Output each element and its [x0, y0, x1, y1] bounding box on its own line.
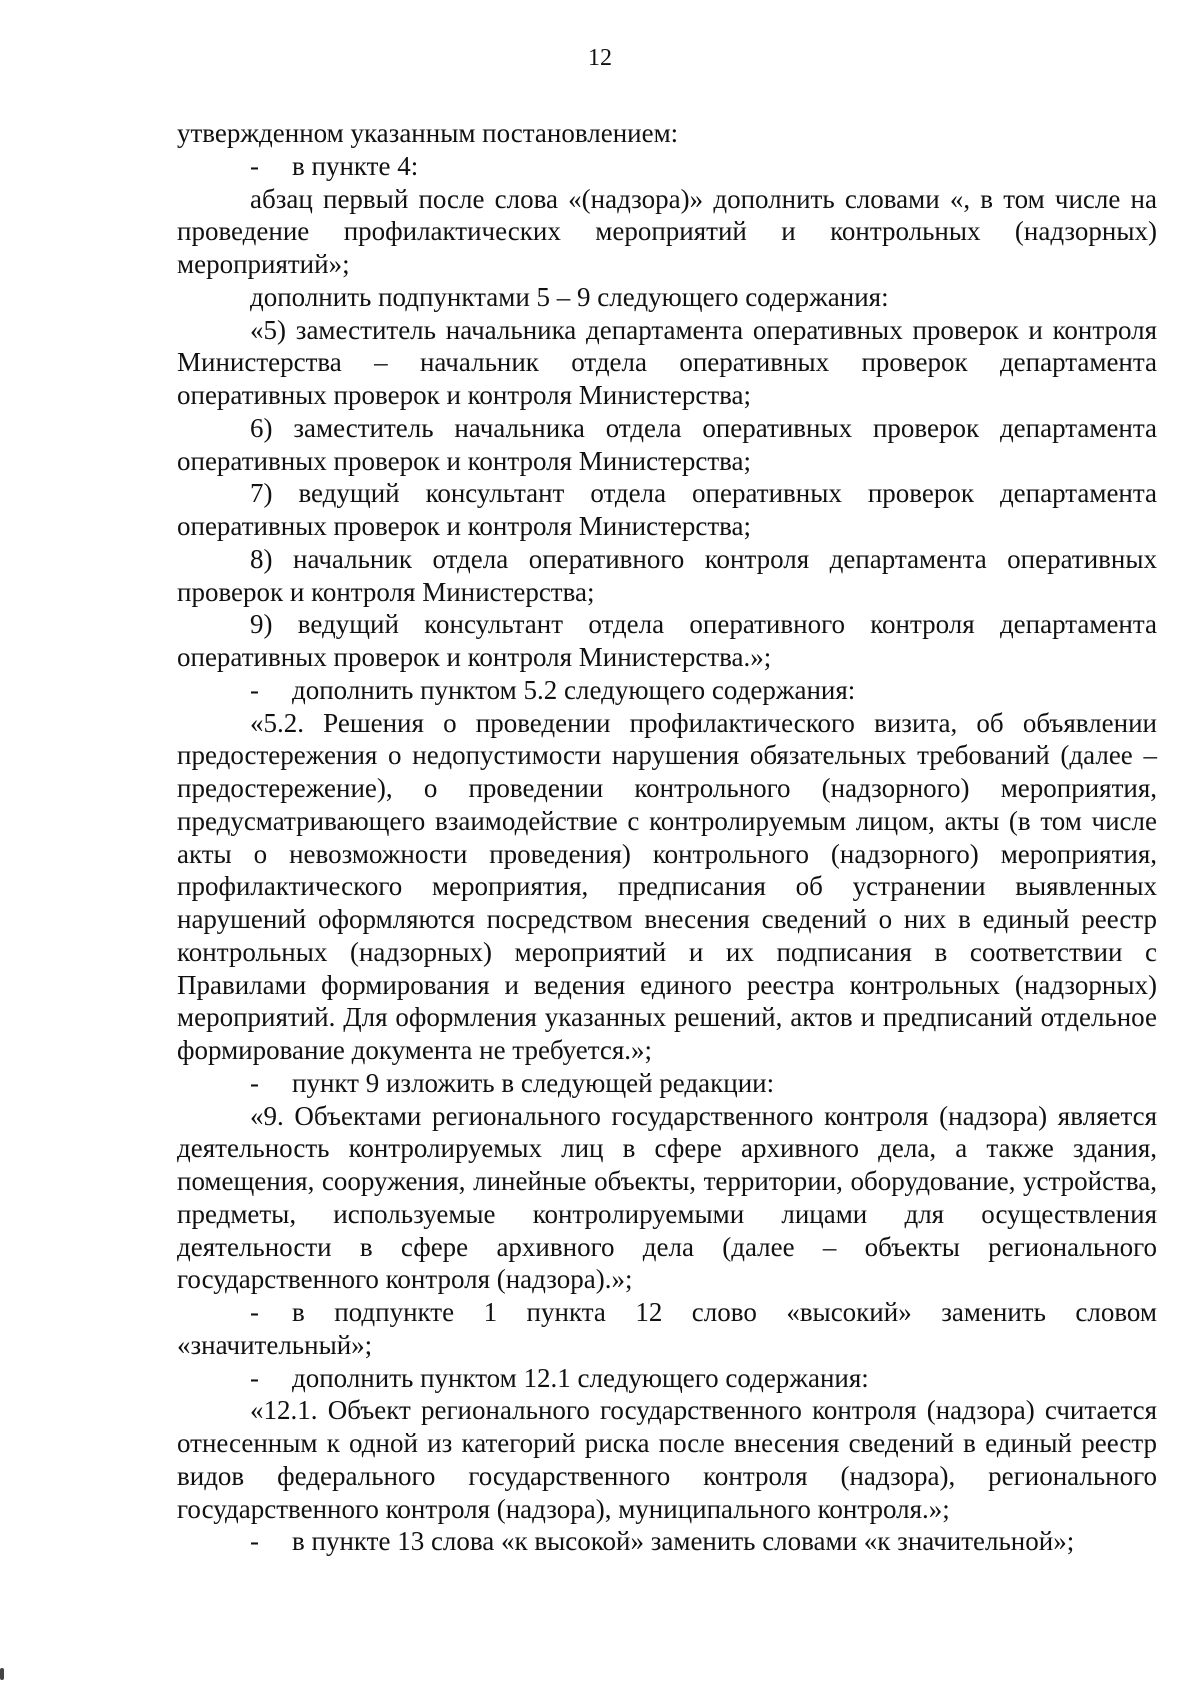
- dash-marker: -: [250, 1362, 259, 1393]
- list-item: [177, 674, 1157, 707]
- paragraph: утвержденном указанным постановлением:: [177, 118, 679, 148]
- paragraph: дополнить подпунктами 5 – 9 следующего содержания:: [250, 281, 889, 312]
- paragraph: 9) ведущий консультант отдела оперативного контроля департамента оперативных проверок и контроля Министерства.»;: [177, 609, 1157, 672]
- paragraph-text: в пункте 13 слова «к высокой» заменить словами «к значительной»;: [292, 1526, 1075, 1557]
- dash-marker: -: [250, 1526, 259, 1557]
- paragraph: 8) начальник отдела оперативного контроля департамента оперативных проверок и контроля Министерства;: [177, 543, 1157, 607]
- paragraph-text: в пункте 4:: [292, 150, 419, 181]
- dash-marker: -: [250, 150, 259, 181]
- list-item: [177, 1067, 1157, 1100]
- paragraph-text: дополнить пунктом 12.1 следующего содержания:: [292, 1362, 869, 1393]
- dash-marker: -: [250, 1297, 259, 1327]
- paragraph: 7) ведущий консультант отдела оперативных проверок департамента оперативных проверок и контроля Министерства;: [177, 478, 1157, 541]
- scan-edge-mark: [0, 1668, 4, 1680]
- list-item: [177, 1525, 1157, 1558]
- dash-marker: -: [250, 1067, 259, 1098]
- list-item: [177, 1362, 1157, 1395]
- list-item: [177, 150, 1157, 183]
- paragraph: 6) заместитель начальника отдела оперативных проверок департамента оперативных проверок и контроля Министерства;: [177, 412, 1157, 476]
- list-item: [177, 1296, 1157, 1362]
- paragraph: «12.1. Объект регионального государственного контроля (надзора) считается отнесенным к одной из категорий риска после внесения сведений в единый реестр видов федерального государственного контроля (надзора), регионального государственного контроля (надзора), муниципального контроля.»;: [177, 1395, 1157, 1524]
- paragraph-text: в подпункте 1 пункта 12 слово «высокий» заменить словом «значительный»;: [177, 1297, 1157, 1360]
- paragraph: «9. Объектами регионального государственного контроля (надзора) является деятельность контролируемых лиц в сфере архивного дела, а также здания, помещения, сооружения, линейные объекты, территории, оборудование, устройства, предметы, используемые контролируемыми лицами для осуществления деятельности в сфере архивного дела (далее – объекты регионального государственного контроля (надзора).»;: [177, 1100, 1157, 1295]
- page-number: 12: [588, 45, 612, 71]
- paragraph: абзац первый после слова «(надзора)» дополнить словами «, в том числе на проведение профилактических мероприятий и контрольных (надзорных) мероприятий»;: [177, 183, 1157, 279]
- paragraph-text: пункт 9 изложить в следующей редакции:: [292, 1067, 775, 1098]
- dash-marker: -: [250, 674, 259, 705]
- paragraph: «5) заместитель начальника департамента оперативных проверок и контроля Министерства – начальник отдела оперативных проверок департамента оперативных проверок и контроля Министерства;: [177, 314, 1157, 410]
- document-body: [177, 117, 1157, 1558]
- paragraph-text: дополнить пунктом 5.2 следующего содержания:: [292, 674, 856, 705]
- paragraph: «5.2. Решения о проведении профилактического визита, об объявлении предостережения о недопустимости нарушения обязательных требований (далее – предостережение), о проведении контрольного (надзорного) мероприятия, предусматривающего взаимодействие с контролируемым лицом, акты (в том числе акты о невозможности проведения) контрольного (надзорного) мероприятия, профилактического мероприятия, предписания об устранении выявленных нарушений оформляются посредством внесения сведений о них в единый реестр контрольных (надзорных) мероприятий и их подписания в соответствии с Правилами формирования и ведения единого реестра контрольных (надзорных) мероприятий. Для оформления указанных решений, актов и предписаний отдельное формирование документа не требуется.»;: [177, 707, 1157, 1065]
